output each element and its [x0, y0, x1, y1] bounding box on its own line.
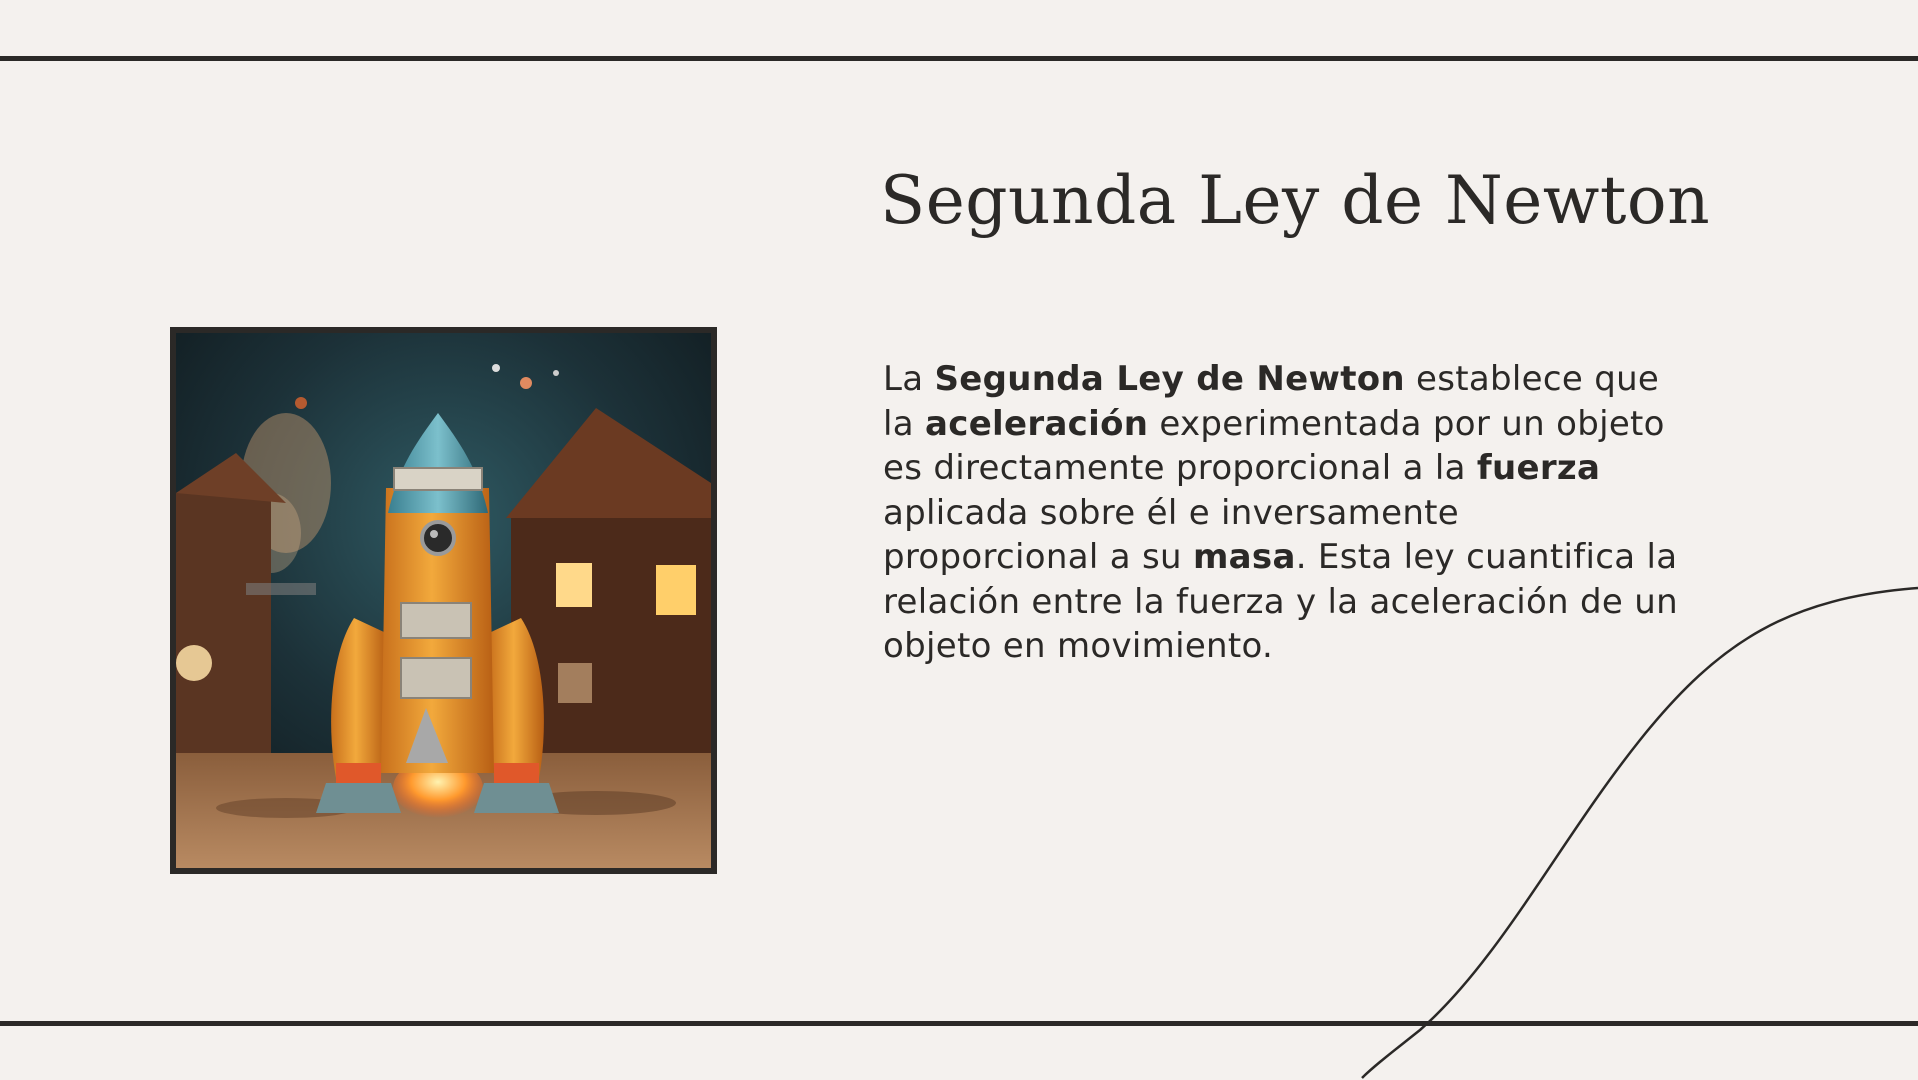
- emphasized-term: aceleración: [925, 403, 1149, 444]
- emphasized-term: masa: [1192, 537, 1296, 577]
- emphasized-term: fuerza: [1476, 448, 1601, 488]
- emphasized-term: Segunda Ley de Newton: [934, 359, 1405, 399]
- paragraph-text: . Esta ley cuantifica la relación entre la fuerza y la aceleración de un objeto en movimiento.: [883, 537, 1678, 666]
- paragraph-text: establece que la: [883, 359, 1660, 444]
- rocket-illustration: [170, 327, 717, 874]
- slide-title: Segunda Ley de Newton: [880, 162, 1711, 239]
- slide-body-paragraph: [883, 357, 1683, 669]
- paragraph-text: La: [883, 359, 935, 399]
- bottom-divider-line: [0, 1021, 1918, 1026]
- top-divider-line: [0, 56, 1918, 61]
- paragraph-text: experimentada por un objeto es directamente proporcional a la: [883, 403, 1665, 488]
- paragraph-text: aplicada sobre él e inversamente proporcional a su: [883, 492, 1460, 577]
